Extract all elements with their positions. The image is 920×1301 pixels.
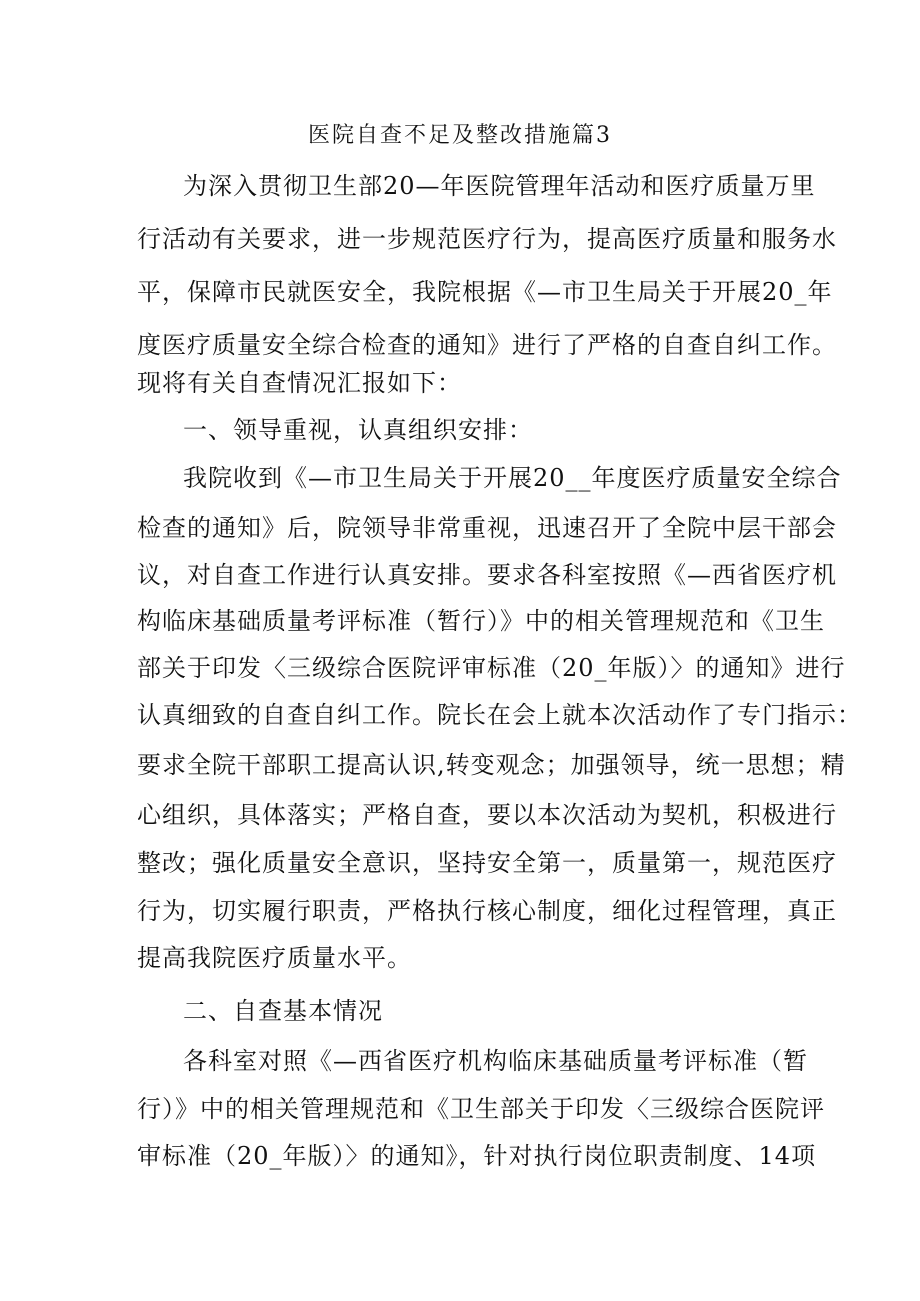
section-1-heading: 一、领导重视，认真组织安排： — [183, 416, 533, 444]
paragraph-2-line-8: 心组织，具体落实；严格自查，要以本次活动为契机，积极进行 — [137, 801, 837, 829]
paragraph-3-line-1: 各科室对照《—西省医疗机构临床基础质量考评标准（暂 — [183, 1047, 808, 1075]
paragraph-3-line-2: 行）》中的相关管理规范和《卫生部关于印发〈三级综合医院评 — [137, 1095, 825, 1123]
paragraph-2-line-10: 行为，切实履行职责，严格执行核心制度，细化过程管理，真正 — [137, 897, 837, 925]
paragraph-1-line-4: 度医疗质量安全综合检查的通知》进行了严格的自查自纠工作。 — [137, 331, 837, 359]
paragraph-1-line-3: 平，保障市民就医安全，我院根据《—市卫生局关于开展20_年 — [137, 278, 833, 306]
paragraph-3-line-3: 审标准（20_年版）〉的通知》，针对执行岗位职责制度、14项 — [137, 1142, 817, 1170]
paragraph-1-line-5: 现将有关自查情况汇报如下： — [137, 369, 462, 397]
paragraph-2-line-2: 检查的通知》后，院领导非常重视，迅速召开了全院中层干部会 — [137, 514, 837, 542]
paragraph-1-line-2: 行活动有关要求，进一步规范医疗行为，提高医疗质量和服务水 — [137, 225, 837, 253]
paragraph-2-line-9: 整改；强化质量安全意识，坚持安全第一，质量第一，规范医疗 — [137, 849, 837, 877]
paragraph-2-line-1: 我院收到《—市卫生局关于开展20__年度医疗质量安全综合 — [183, 464, 842, 492]
paragraph-2-line-11: 提高我院医疗质量水平。 — [137, 944, 412, 972]
paragraph-2-line-5: 部关于印发〈三级综合医院评审标准（20_年版）〉的通知》进行 — [137, 654, 846, 682]
paragraph-2-line-7: 要求全院干部职工提高认识,转变观念；加强领导，统一思想；精 — [137, 751, 846, 779]
paragraph-2-line-4: 构临床基础质量考评标准（暂行）》中的相关管理规范和《卫生 — [137, 607, 825, 635]
paragraph-2-line-6: 认真细致的自查自纠工作。院长在会上就本次活动作了专门指示： — [137, 701, 862, 729]
paragraph-2-line-3: 议，对自查工作进行认真安排。要求各科室按照《—西省医疗机 — [137, 561, 837, 589]
document-title: 医院自查不足及整改措施篇3 — [308, 123, 612, 148]
section-2-heading: 二、自查基本情况 — [183, 997, 383, 1025]
paragraph-1-line-1: 为深入贯彻卫生部20—年医院管理年活动和医疗质量万里 — [183, 172, 816, 200]
